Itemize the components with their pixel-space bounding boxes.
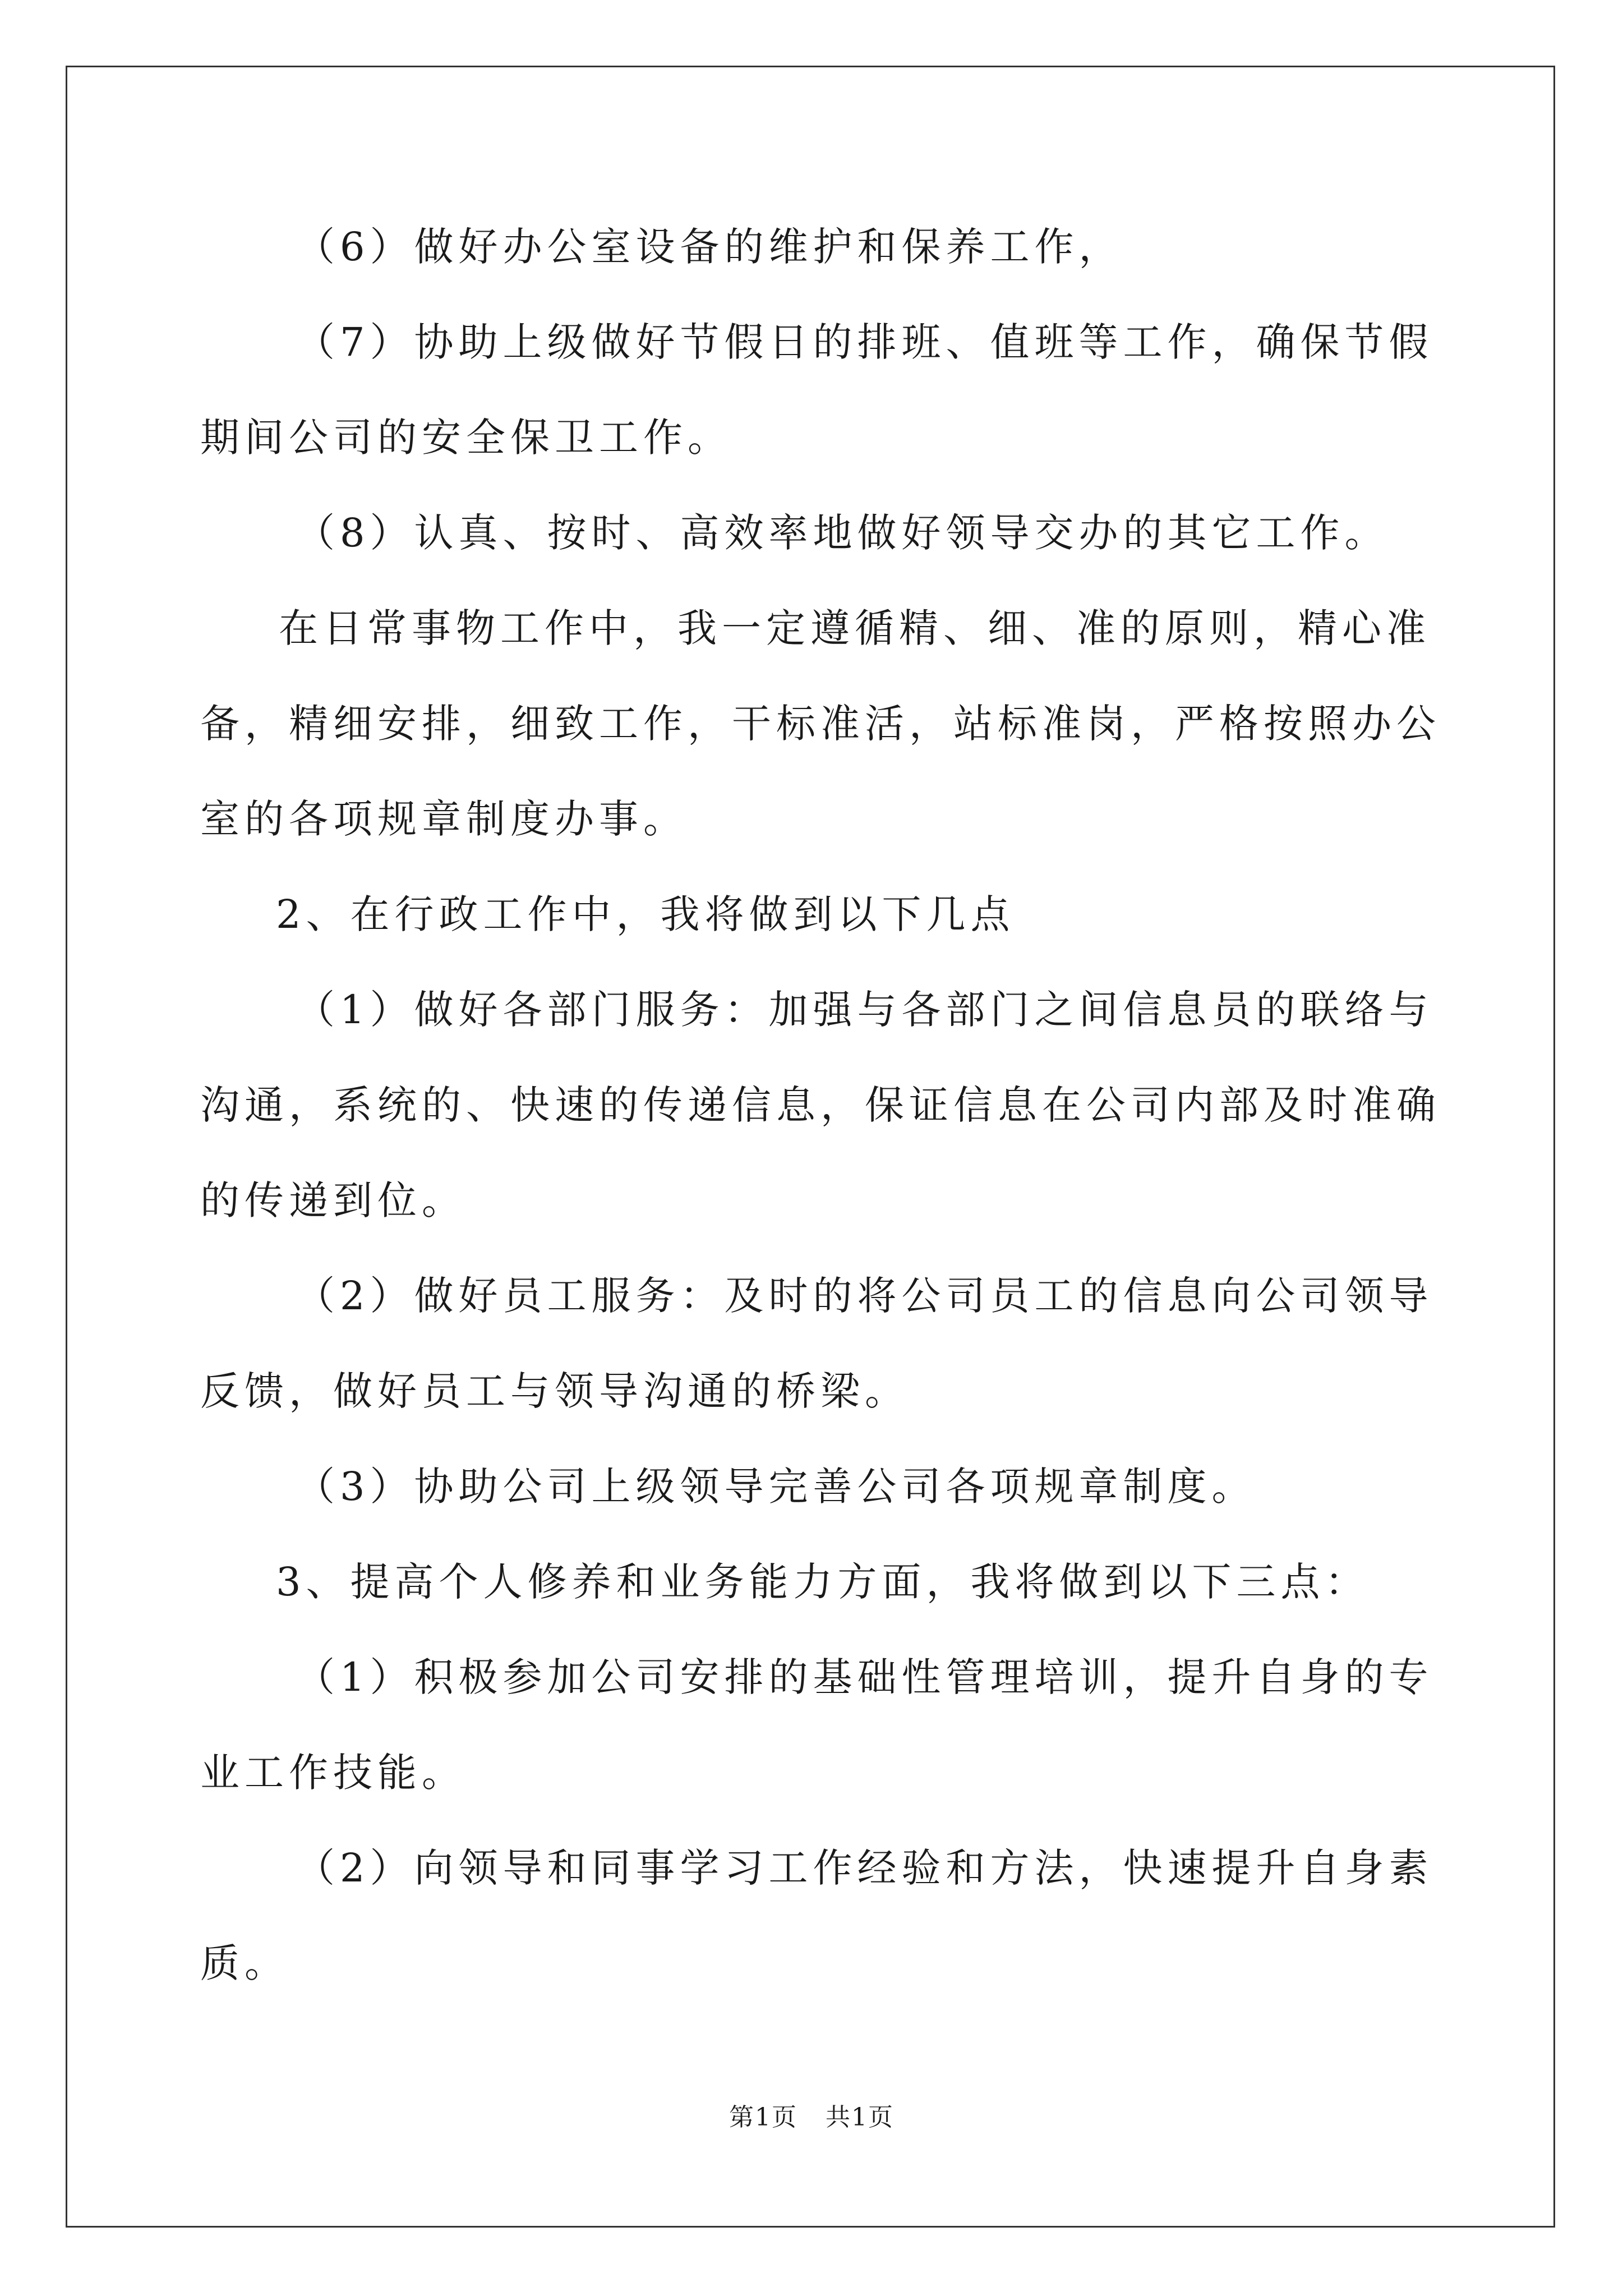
page-footer: [0, 2097, 1623, 2133]
paragraph-item-7: （7）协助上级做好节假日的排班、值班等工作，确保节假期间公司的安全保卫工作。: [200, 319, 1433, 461]
section-heading-administrative: 2、在行政工作中，我将做到以下几点: [276, 891, 1015, 937]
page-total: 共1页: [826, 2103, 894, 2132]
paragraph-item-8: （8）认真、按时、高效率地做好领导交办的其它工作。: [296, 510, 1389, 556]
paragraph-staff-service: （2）做好员工服务：及时的将公司员工的信息向公司领导反馈，做好员工与领导沟通的桥梁。: [200, 1273, 1433, 1414]
paragraph-dept-service: （1）做好各部门服务：加强与各部门之间信息员的联络与沟通，系统的、快速的传递信息，保证信息在公司内部及时准确的传递到位。: [200, 987, 1441, 1223]
section-heading-self-improvement: 3、提高个人修养和业务能力方面，我将做到以下三点：: [276, 1559, 1370, 1605]
paragraph-learning: （2）向领导和同事学习工作经验和方法，快速提升自身素质。: [200, 1845, 1433, 1986]
paragraph-daily-work: 在日常事物工作中，我一定遵循精、细、准的原则，精心准备，精细安排，细致工作，干标准活，站标准岗，严格按照办公室的各项规章制度办事。: [200, 605, 1441, 842]
paragraph-item-6: （6）做好办公室设备的维护和保养工作，: [296, 224, 1123, 270]
page-number: 第1页: [729, 2103, 797, 2132]
paragraph-training: （1）积极参加公司安排的基础性管理培训，提升自身的专业工作技能。: [200, 1654, 1433, 1796]
paragraph-regulations: （3）协助公司上级领导完善公司各项规章制度。: [296, 1464, 1256, 1510]
document-body: [200, 199, 1448, 2011]
